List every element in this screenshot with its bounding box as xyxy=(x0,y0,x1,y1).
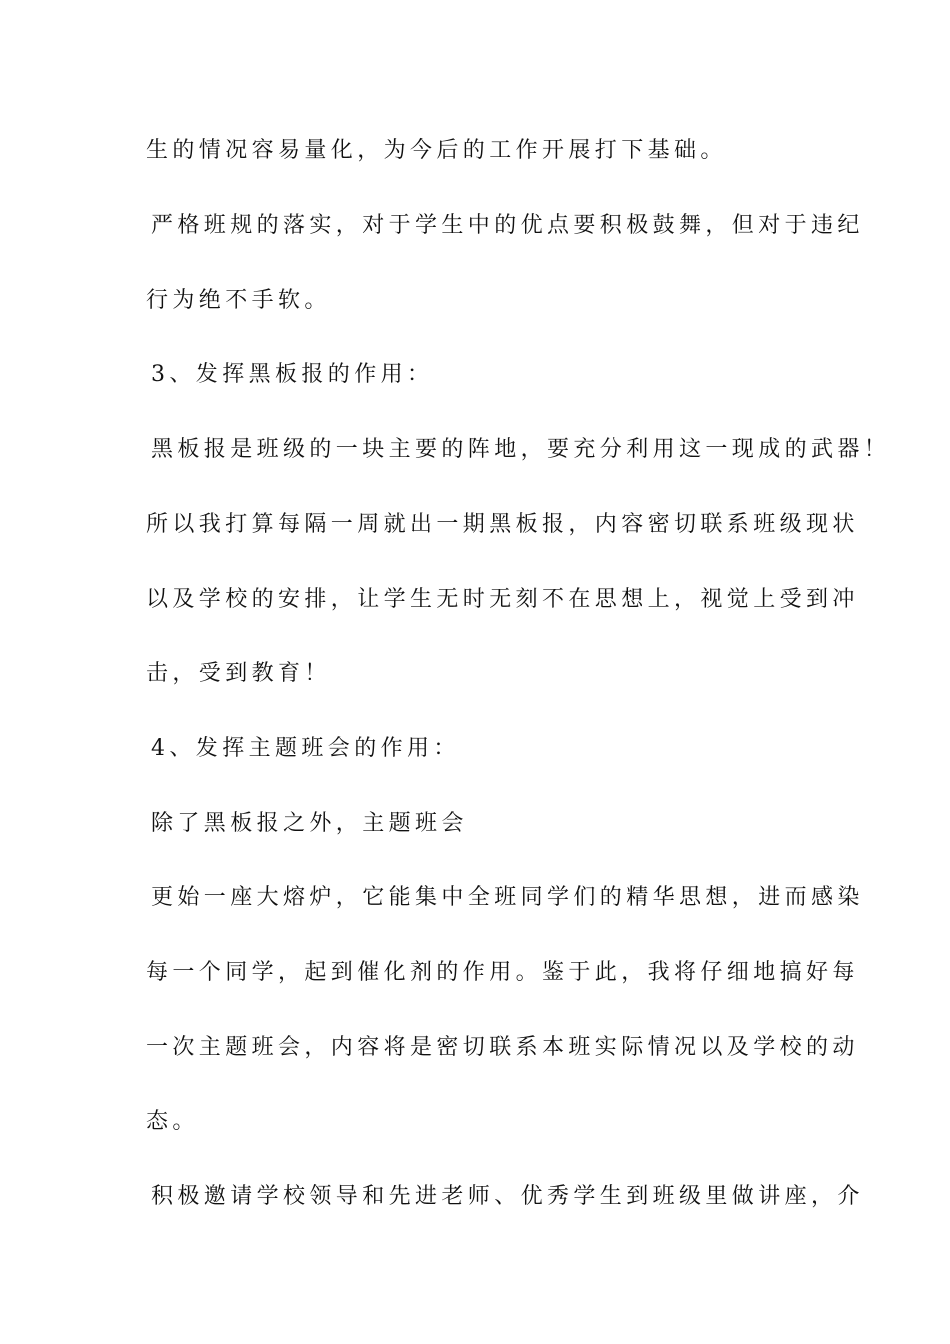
paragraph-line: 行为绝不手软。 xyxy=(146,288,331,313)
paragraph-line: 每一个同学，起到催化剂的作用。鉴于此，我将仔细地搞好每 xyxy=(146,960,859,985)
paragraph-line: 以及学校的安排，让学生无时无刻不在思想上，视觉上受到冲 xyxy=(146,587,859,612)
paragraph-line: 积极邀请学校领导和先进老师、优秀学生到班级里做讲座，介 xyxy=(151,1184,864,1209)
paragraph-line: 除了黑板报之外，主题班会 xyxy=(151,811,468,836)
paragraph-line: 严格班规的落实，对于学生中的优点要积极鼓舞，但对于违纪 xyxy=(151,213,864,238)
paragraph-line: 态。 xyxy=(146,1109,199,1134)
paragraph-line: 击，受到教育！ xyxy=(146,661,331,686)
section-heading: 3、发挥黑板报的作用： xyxy=(151,362,434,387)
paragraph-line: 黑板报是班级的一块主要的阵地，要充分利用这一现成的武器！ xyxy=(151,437,891,462)
paragraph-line: 生的情况容易量化，为今后的工作开展打下基础。 xyxy=(146,138,727,163)
paragraph-line: 一次主题班会，内容将是密切联系本班实际情况以及学校的动 xyxy=(146,1035,859,1060)
section-heading: 4、发挥主题班会的作用： xyxy=(151,736,460,761)
paragraph-line: 所以我打算每隔一周就出一期黑板报，内容密切联系班级现状 xyxy=(146,512,859,537)
paragraph-line: 更始一座大熔炉，它能集中全班同学们的精华思想，进而感染 xyxy=(151,885,864,910)
